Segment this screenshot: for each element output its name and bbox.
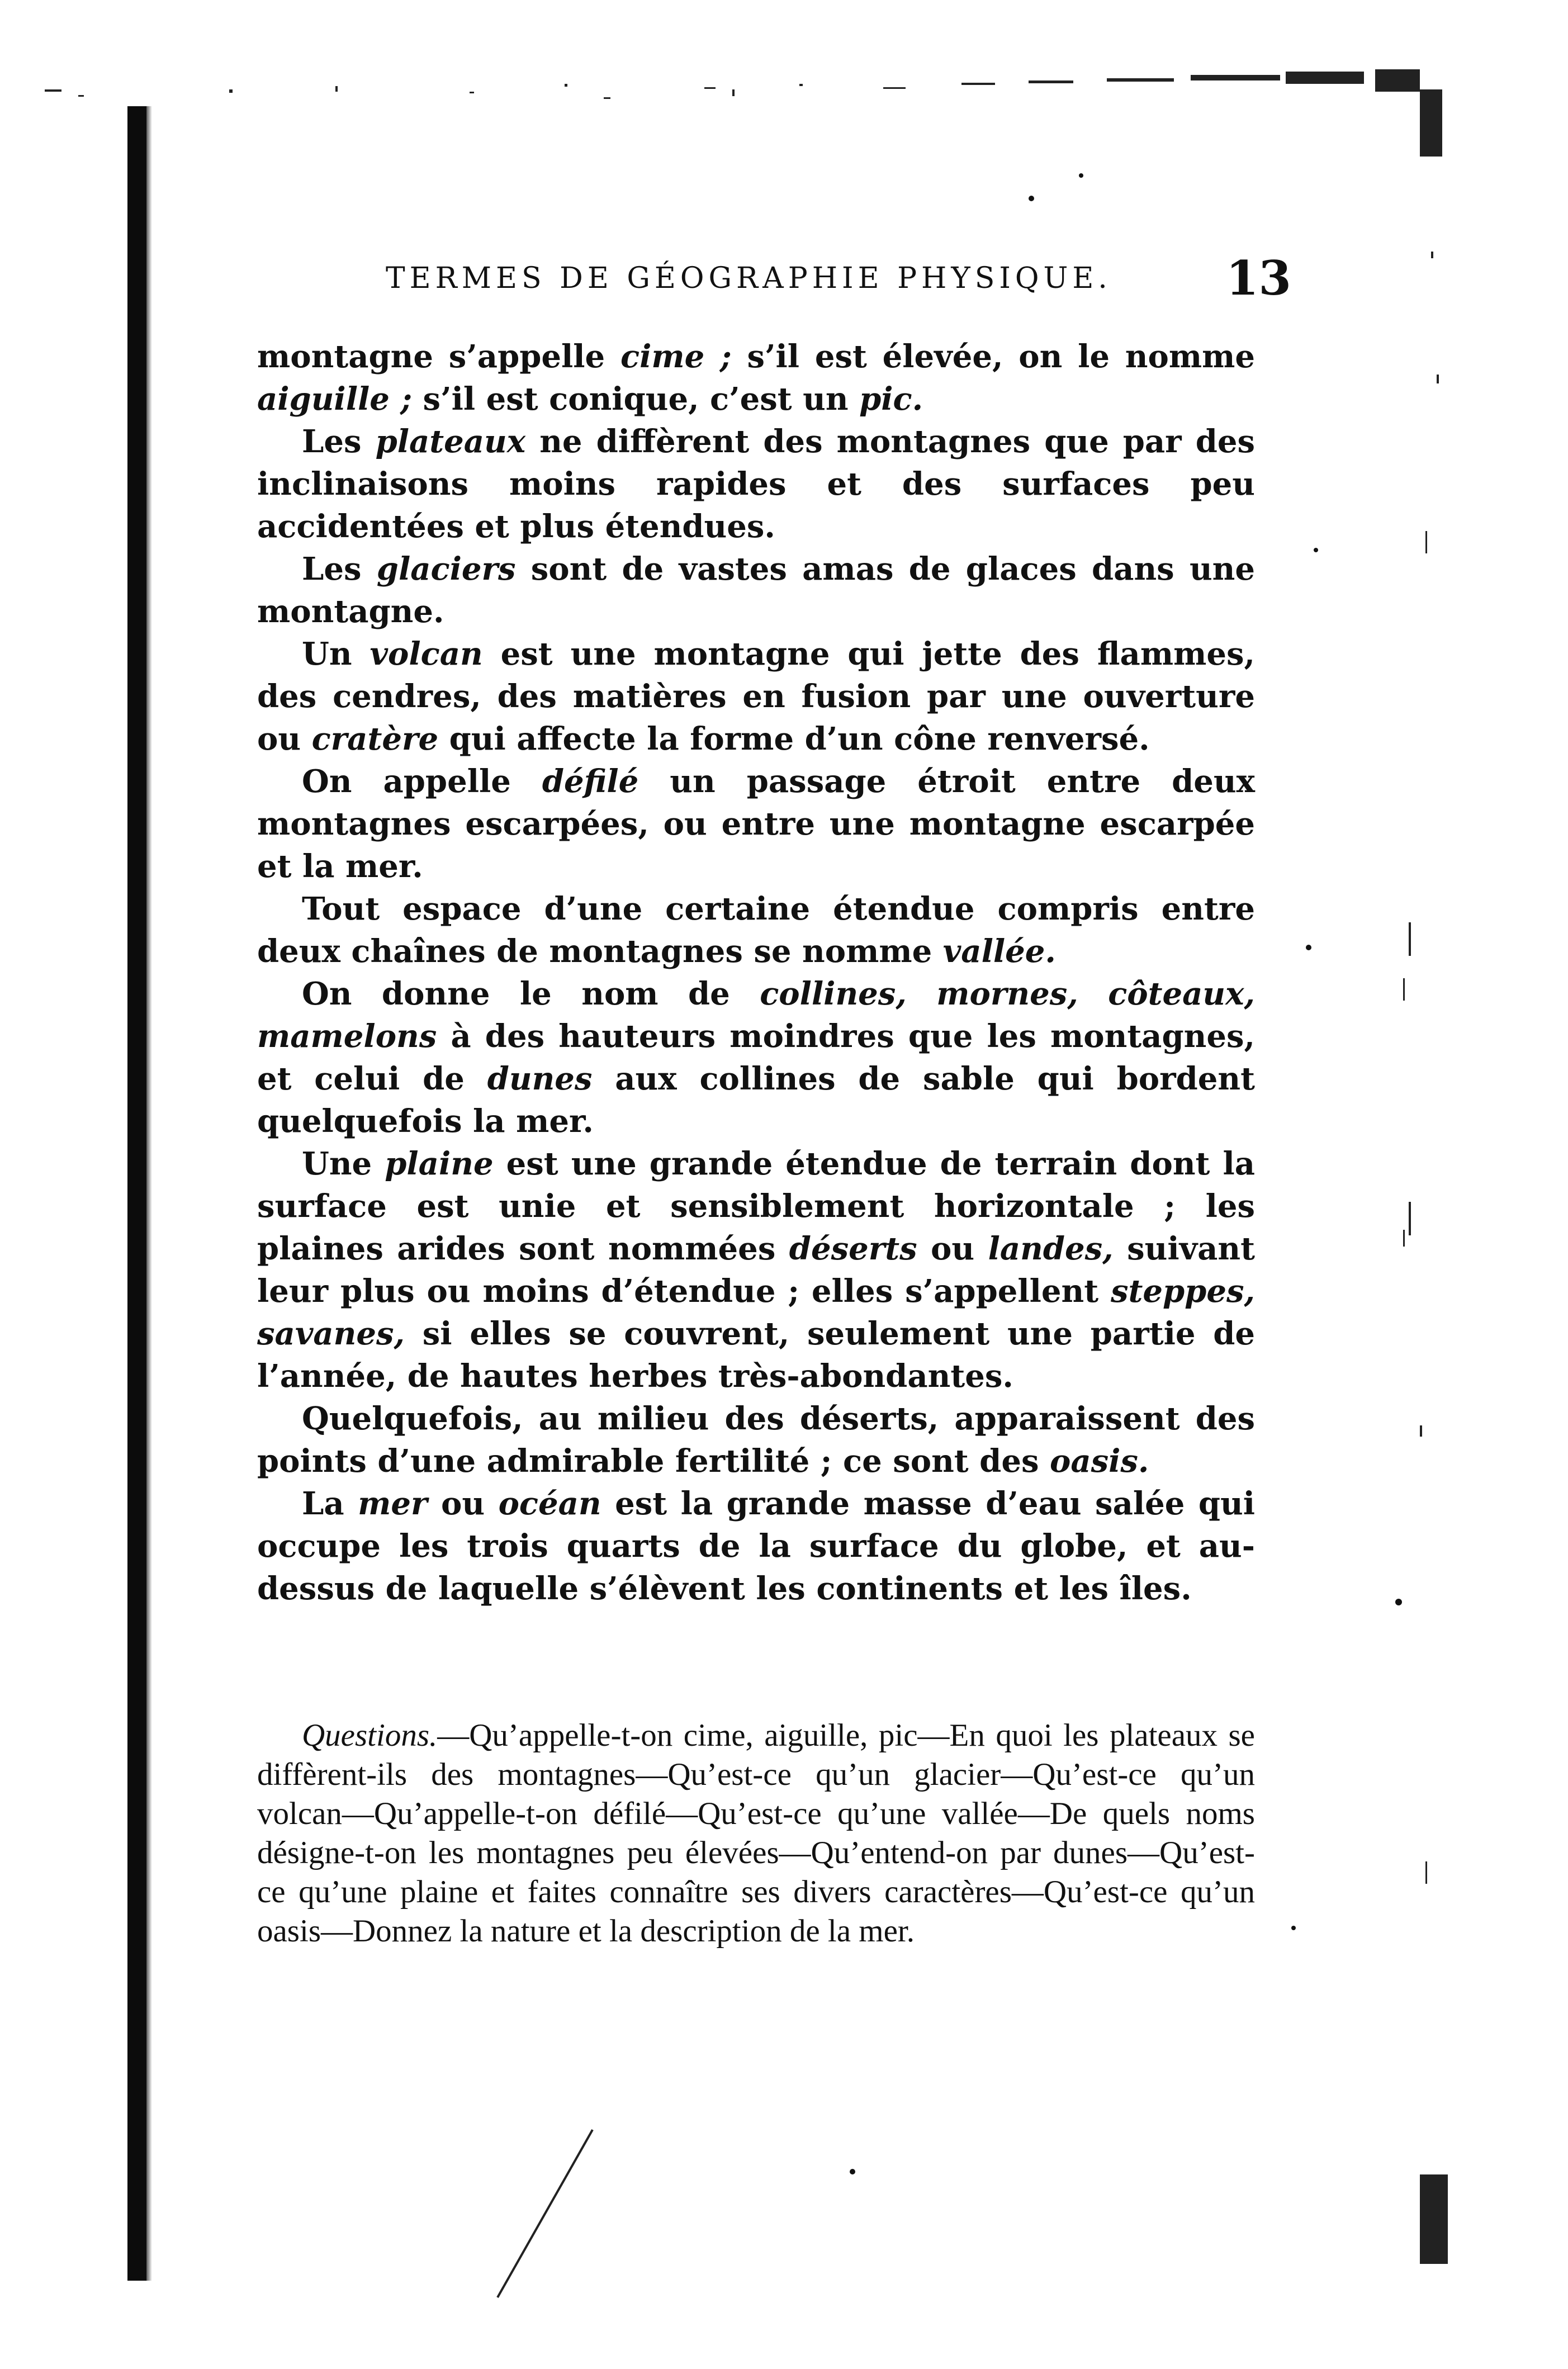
questions-label: Questions. <box>302 1718 438 1753</box>
binding-edge-shadow <box>127 106 146 2281</box>
text-run: Tout espace d’une certaine étendue compris entre deux chaînes de montagnes se nomme <box>257 890 1255 970</box>
text-run: ou <box>427 1485 499 1522</box>
text-run: s’il est élevée, on le nomme <box>731 338 1256 375</box>
italic-term: collines, <box>760 975 907 1012</box>
body-paragraph <box>257 633 1255 760</box>
questions-footnote <box>257 1716 1255 1951</box>
italic-term: pic. <box>859 381 923 418</box>
italic-term: mornes, <box>936 975 1078 1012</box>
margin-speck <box>1291 1926 1296 1930</box>
italic-term: dunes <box>487 1060 593 1097</box>
text-run: un passage étroit entre deux montagnes escarpées, ou entre une montagne escarpée et la mer. <box>257 763 1255 885</box>
italic-term: steppes, <box>1111 1273 1255 1310</box>
text-run: On appelle <box>302 763 542 800</box>
text-run <box>907 975 936 1012</box>
page-number: 13 <box>1226 250 1291 306</box>
italic-term: landes, <box>988 1230 1114 1267</box>
text-run: s’il est conique, c’est un <box>412 381 860 418</box>
italic-term: cratère <box>311 721 439 757</box>
margin-speck <box>1029 196 1034 201</box>
italic-term: côteaux, mamelons <box>257 975 1256 1055</box>
italic-term: défilé <box>542 763 639 800</box>
text-run: montagne s’appelle <box>257 338 620 375</box>
margin-speck <box>1079 173 1083 178</box>
text-run: qui affecte la forme d’un cône renversé. <box>438 721 1150 757</box>
text-run: ne diffèrent des montagnes que par des inclinaisons moins rapides et des surfaces peu accidentées et plus étendues. <box>257 423 1256 545</box>
right-edge-print-noise <box>1386 84 1453 2292</box>
main-text <box>257 335 1255 1610</box>
body-paragraph <box>257 1397 1255 1482</box>
italic-term: vallée. <box>942 933 1056 970</box>
italic-term: océan <box>498 1485 601 1522</box>
italic-term: glaciers <box>376 551 516 587</box>
body-paragraph <box>257 1143 1255 1397</box>
page-header <box>386 250 1291 306</box>
body-paragraph <box>257 888 1255 973</box>
italic-term: mer <box>358 1485 428 1522</box>
running-title: TERMES DE GÉOGRAPHIE PHYSIQUE. <box>386 262 1112 295</box>
body-paragraph <box>257 1482 1255 1610</box>
stray-pen-mark <box>492 2124 604 2303</box>
body-paragraph <box>257 548 1255 633</box>
italic-term: déserts <box>789 1230 917 1267</box>
text-run: Un <box>302 636 370 672</box>
top-edge-print-noise <box>45 67 1453 134</box>
text-run: Les <box>302 551 377 587</box>
margin-speck <box>1314 548 1318 552</box>
text-run: est une montagne qui jette des flammes, des cendres, des matières en fusion par une ouverture ou <box>257 636 1256 757</box>
italic-term: savanes, <box>257 1315 405 1352</box>
text-run: suivant leur plus ou moins d’étendue ; elles s’appellent <box>257 1230 1256 1310</box>
questions-paragraph <box>257 1716 1255 1951</box>
questions-text: —Qu’appelle-t-on cime, aiguille, pic—En quoi les plateaux se diffèrent-ils des montagnes—Qu’est-ce qu’un glacier—Qu’est-ce qu’un volcan—Qu’appelle-t-on défilé—Qu’est-ce qu’une vallée—De quels noms désigne-t-on les montagnes peu élevées—Qu’entend-on par dunes—Qu’est-ce qu’une plaine et faites connaître ses divers caractères—Qu’est-ce qu’un oasis—Donnez la nature et la description de la mer. <box>257 1718 1255 1949</box>
text-run: à des hauteurs moindres que les montagnes, et celui de <box>257 1018 1255 1097</box>
body-paragraph <box>257 335 1255 420</box>
text-run: sont de vastes amas de glaces dans une montagne. <box>257 551 1255 630</box>
italic-term: oasis. <box>1049 1443 1149 1480</box>
italic-term: plateaux <box>375 423 526 460</box>
text-run: est la grande masse d’eau salée qui occupe les trois quarts de la surface du globe, et au-dessus de laquelle s’élèvent les continents et les îles. <box>257 1485 1256 1607</box>
text-run: Les <box>302 423 376 460</box>
italic-term: plaine <box>385 1145 494 1182</box>
italic-term: volcan <box>370 636 483 672</box>
text-run: est une grande étendue de terrain dont la surface est unie et sensiblement horizontale ; les plaines arides sont nommées <box>257 1145 1255 1267</box>
body-paragraph <box>257 973 1255 1143</box>
text-run: Une <box>302 1145 385 1182</box>
text-run: Quelquefois, au milieu des déserts, apparaissent des points d’une admirable fertilité ; ce sont des <box>257 1400 1255 1480</box>
margin-speck <box>1306 945 1311 950</box>
body-paragraph <box>257 760 1255 888</box>
margin-speck <box>850 2169 855 2174</box>
text-run: si elles se couvrent, seulement une partie de l’année, de hautes herbes très-abondantes. <box>257 1315 1255 1395</box>
text-run: On donne le nom de <box>302 975 760 1012</box>
body-paragraph <box>257 420 1255 548</box>
margin-speck <box>1395 1599 1402 1605</box>
binding-edge-gradient <box>146 106 152 2281</box>
text-run: aux collines de sable qui bordent quelquefois la mer. <box>257 1060 1256 1140</box>
italic-term: cime ; <box>620 338 732 375</box>
text-run <box>1078 975 1108 1012</box>
text-run: La <box>302 1485 358 1522</box>
text-run: ou <box>917 1230 988 1267</box>
italic-term: aiguille ; <box>257 381 413 418</box>
